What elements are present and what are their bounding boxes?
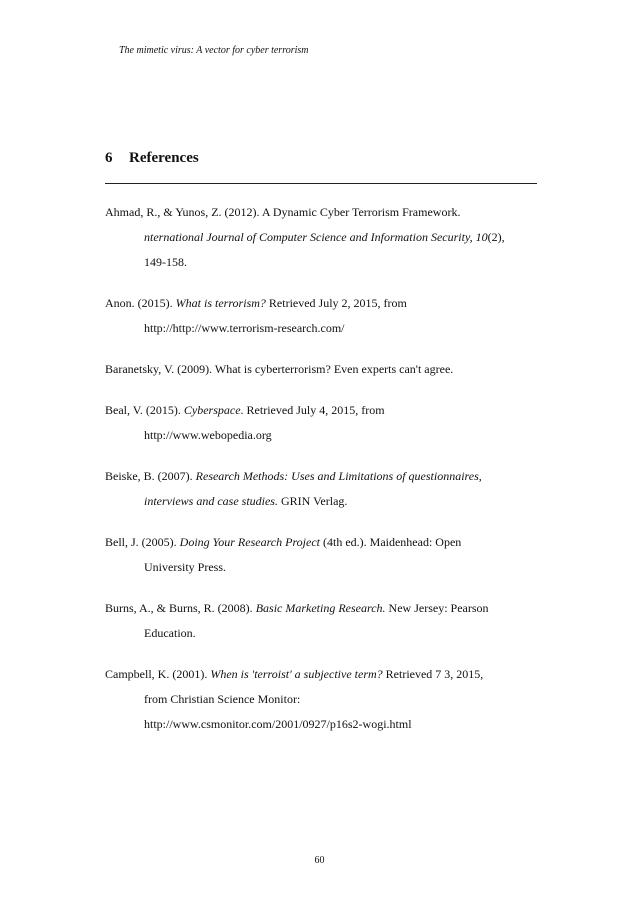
work-title: Cyberspace [183, 403, 241, 417]
reference-text: Beiske, B. (2007). [105, 469, 196, 483]
running-header: The mimetic virus: A vector for cyber terrorism [119, 45, 309, 56]
section-number: 6 [105, 150, 113, 166]
work-title: When is 'terroist' a subjective term? [210, 667, 383, 681]
reference-text: Retrieved 7 3, 2015, [382, 667, 484, 681]
work-title: Research Methods: Uses and Limitations of questionnaires, [195, 469, 482, 483]
reference-continuation [105, 225, 545, 250]
publisher: University Press. [144, 560, 226, 574]
reference-text: Campbell, K. (2001). [105, 667, 211, 681]
work-title: Doing Your Research Project [179, 535, 320, 549]
section-title: References [129, 150, 199, 166]
section-heading [105, 150, 537, 184]
reference-burns-2008 [105, 596, 545, 646]
reference-url: http://http://www.terrorism-research.com/ [144, 321, 345, 335]
reference-text: Bell, J. (2005). [105, 535, 180, 549]
reference-bell-2005 [105, 530, 545, 580]
reference-beal-2015 [105, 398, 545, 448]
reference-beiske-2007 [105, 464, 545, 514]
reference-text: Retrieved July 2, 2015, from [265, 296, 407, 310]
publisher: GRIN Verlag. [277, 494, 348, 508]
reference-text: (4th ed.). Maidenhead: Open [320, 535, 462, 549]
work-title-continued: interviews and case studies. [144, 494, 278, 508]
reference-campbell-2001 [105, 662, 545, 737]
reference-text: Baranetsky, V. (2009). What is cyberterrorism? Even experts can't agree. [105, 362, 454, 376]
publisher: Education. [144, 626, 196, 640]
reference-continuation [105, 489, 545, 514]
reference-text: Burns, A., & Burns, R. (2008). [105, 601, 256, 615]
reference-ahmad-2012 [105, 200, 545, 275]
reference-text: Anon. (2015). [105, 296, 176, 310]
reference-text: Ahmad, R., & Yunos, Z. (2012). A Dynamic Cyber Terrorism Framework. [105, 205, 461, 219]
reference-list [105, 200, 545, 753]
work-title: Basic Marketing Research. [255, 601, 386, 615]
page-range: 149-158. [144, 255, 187, 269]
reference-baranetsky-2009 [105, 357, 545, 382]
journal-title: nternational Journal of Computer Science and Information Security, 10 [144, 230, 488, 244]
page-number: 60 [314, 855, 325, 866]
reference-text: Beal, V. (2015). [105, 403, 184, 417]
issue-number: (2), [487, 230, 505, 244]
reference-text: . Retrieved July 4, 2015, from [240, 403, 385, 417]
reference-url: http://www.webopedia.org [144, 428, 272, 442]
reference-url: http://www.csmonitor.com/2001/0927/p16s2-wogi.html [144, 717, 412, 731]
reference-text: New Jersey: Pearson [385, 601, 489, 615]
work-title: What is terrorism? [175, 296, 266, 310]
reference-anon-2015 [105, 291, 545, 341]
reference-source: from Christian Science Monitor: [144, 692, 301, 706]
